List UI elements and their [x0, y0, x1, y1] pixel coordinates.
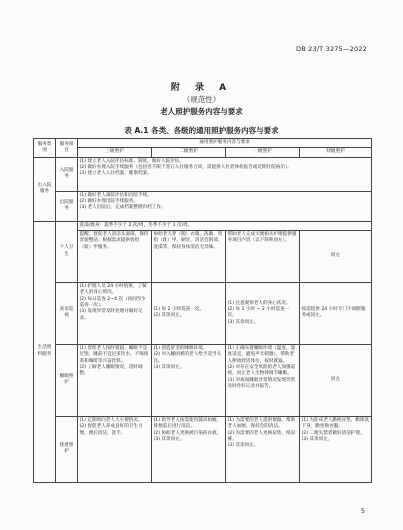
- table-row: [34, 221, 372, 230]
- cell-line: (1) 为需要的老人提供便器，帮助老人如厕，保持会阴清洁。: [227, 417, 296, 430]
- cell-line: (2) 督促老人养成良好的卫生习惯，便后清洁，洗手。: [79, 424, 143, 436]
- level-2-cell: [152, 230, 226, 282]
- cell-line: (2) 做好办理出院手续服务。: [79, 198, 138, 204]
- merged-cell: [78, 221, 372, 230]
- cell-line: (3) 其余同左。: [301, 436, 333, 442]
- table-row: [34, 230, 372, 282]
- level-1-cell: [226, 282, 300, 344]
- cell-line: (1) 建立老人入院评估标准、制度，做好入院评估。: [79, 158, 184, 164]
- level-2-cell: [152, 344, 226, 416]
- cell-line: 协助老人穿（脱）衣服，洗漱、剪指（趾）甲、刷牙、清洁会阴部，洗澡等，保持身体清洁无异味。: [153, 231, 223, 250]
- level-1-cell: [226, 416, 300, 482]
- cell-line: (1) 正确布置睡眠环境（温度、湿度适宜，避免声光刺激），帮助老人摆放舒适体位，按时就寝。: [227, 345, 296, 364]
- cell-line: (1) 定期询问老人大小便情况。: [79, 417, 143, 423]
- table-row: [34, 344, 372, 416]
- cell-line: (2) 为需要的老人更换尿垫、纸尿裤。: [227, 430, 296, 442]
- header-level-2: 二级照护: [152, 148, 226, 157]
- appendix-normative: （规范性）: [182, 95, 221, 104]
- cell-line: (1) 护理人员 24 小时值班，了解老人的身心情况。: [79, 283, 147, 296]
- merged-cell: [78, 157, 372, 191]
- cell-line: (2) 协助老人更换被污染的衣被。: [153, 430, 222, 436]
- header-level-special: 特级照护: [300, 148, 372, 157]
- level-3-cell: [78, 344, 152, 416]
- cell-line: (2) 对入睡困难的老人给予适当关注。: [153, 352, 222, 364]
- table-header-levels-row: [34, 148, 372, 157]
- item-cell: 排泄照护: [56, 416, 78, 482]
- table-title: 表 A.1 各类、各级的通用照护服务内容与要求: [124, 126, 279, 135]
- header-level-1: 一级照护: [226, 148, 300, 157]
- category-cell: 生活照料服务: [34, 221, 56, 482]
- standard-code: DB 23/T 3275—2022: [295, 45, 367, 53]
- table-row: [34, 157, 372, 191]
- cell-line: (2) 对存在安全风险的老人加强巡视，同左老人生物钟调节睡眠。: [227, 364, 296, 377]
- header-item: 服务项目: [56, 139, 78, 158]
- cell-line: (2) 每 1 小时 ~ 2 小时巡查一次。: [227, 307, 290, 319]
- table-header-row: [34, 139, 372, 148]
- service-table: [33, 138, 372, 483]
- cell-line: (1) 为卧床老人勤换尿垫，勤擦洗下身，勤更换衣服。: [301, 417, 370, 430]
- cell-line: (3) 对夜间睡眠异常情况发现异常及时作好记录并报告。: [227, 377, 296, 389]
- level-3-cell: [78, 416, 152, 482]
- cell-line: 同左: [330, 377, 341, 383]
- cell-line: 同左: [330, 253, 341, 259]
- item-cell: 入院服务: [56, 157, 78, 191]
- cell-line: 洗澡/擦身：夏季不少于 2 次/周，冬季不少于 1 次/周。: [79, 222, 193, 228]
- level-special-cell: [300, 416, 372, 482]
- level-special-cell: [300, 230, 372, 282]
- cell-line: (1) 做好老人离院评估和出院手续。: [79, 192, 152, 198]
- cell-line: (1) 注意观察老人的身心状况。: [227, 300, 291, 306]
- cell-line: (2) 做好办理入院手续服务（包括但不限于签订入住服务合同，需提供人住者体检报告或近期住院病历）。: [79, 164, 292, 170]
- header-general: 通用照护服务内容与要求: [78, 139, 372, 148]
- level-1-cell: [226, 344, 300, 416]
- cell-line: (3) 其余同左。: [227, 319, 259, 325]
- level-2-cell: [152, 282, 226, 344]
- cell-line: 帮助老人完成大便相关护理提供服务项目内容（以下简称同左）。: [227, 231, 297, 244]
- level-1-cell: [226, 230, 300, 282]
- item-cell: 出院服务: [56, 191, 78, 221]
- table-row: [34, 282, 372, 344]
- cell-line: (3) 其余同左。: [227, 443, 259, 449]
- header-category: 服务类别: [34, 139, 56, 158]
- cell-line: (3) 建立老人入住档案、健康档案。: [79, 171, 152, 177]
- item-cell: 查房巡视: [56, 282, 78, 344]
- merged-cell: [78, 191, 372, 221]
- level-special-cell: [300, 282, 372, 344]
- level-special-cell: [300, 344, 372, 416]
- table-row: [34, 416, 372, 482]
- cell-line: 提醒，督促老人清洁头面部，保持容貌整洁；根据需求提供剪指（趾）甲服务。: [79, 231, 149, 250]
- cell-line: (1) 创造舒适的睡眠环境。: [153, 345, 208, 351]
- cell-line: (3) 其余同左。: [153, 364, 185, 370]
- cell-line: (2) 其余同左。: [153, 313, 185, 319]
- header-level-3: 三级照护: [78, 148, 152, 157]
- cell-line: (3) 老人出院后，完成档案整理归档工作。: [79, 205, 166, 211]
- item-cell: 个人卫生: [56, 221, 78, 282]
- cell-line: (2) 每日巡查 2~4 次（夜间至少巡查一次）。: [79, 296, 147, 308]
- appendix-label: 附 录 A: [170, 83, 233, 93]
- cell-line: (1) 指导老人按需使用辅具如厕，排便前后进行清洁。: [153, 417, 222, 430]
- cell-line: (2) 二便失禁者做好清洁护理。: [301, 430, 365, 436]
- cell-line: (3) 其余同左。: [153, 436, 185, 442]
- level-2-cell: [152, 416, 226, 482]
- cell-line: 按需提供 24 小时专门不间断服务或同左。: [301, 307, 366, 319]
- table-row: [34, 191, 372, 221]
- cell-line: (3) 发现异常及时处理并做好记录。: [79, 309, 143, 321]
- page-number: 5: [360, 507, 365, 515]
- category-cell: 出入院服务: [34, 157, 56, 221]
- appendix-title: 老人照护服务内容与要求: [160, 107, 243, 116]
- level-3-cell: [78, 282, 152, 344]
- cell-line: (1) 每 2 小时巡查一次。: [153, 307, 205, 313]
- item-cell: 睡眠照护: [56, 344, 78, 416]
- cell-line: (1) 督促老人按时就寝，睡眠不宜过饱，睡前不宜过多饮水，不喝浓茶和咖啡等兴奋饮料。: [79, 345, 149, 364]
- level-3-cell: [78, 230, 152, 282]
- cell-line: (2) 了解老人睡眠情况，适时调整。: [79, 364, 143, 377]
